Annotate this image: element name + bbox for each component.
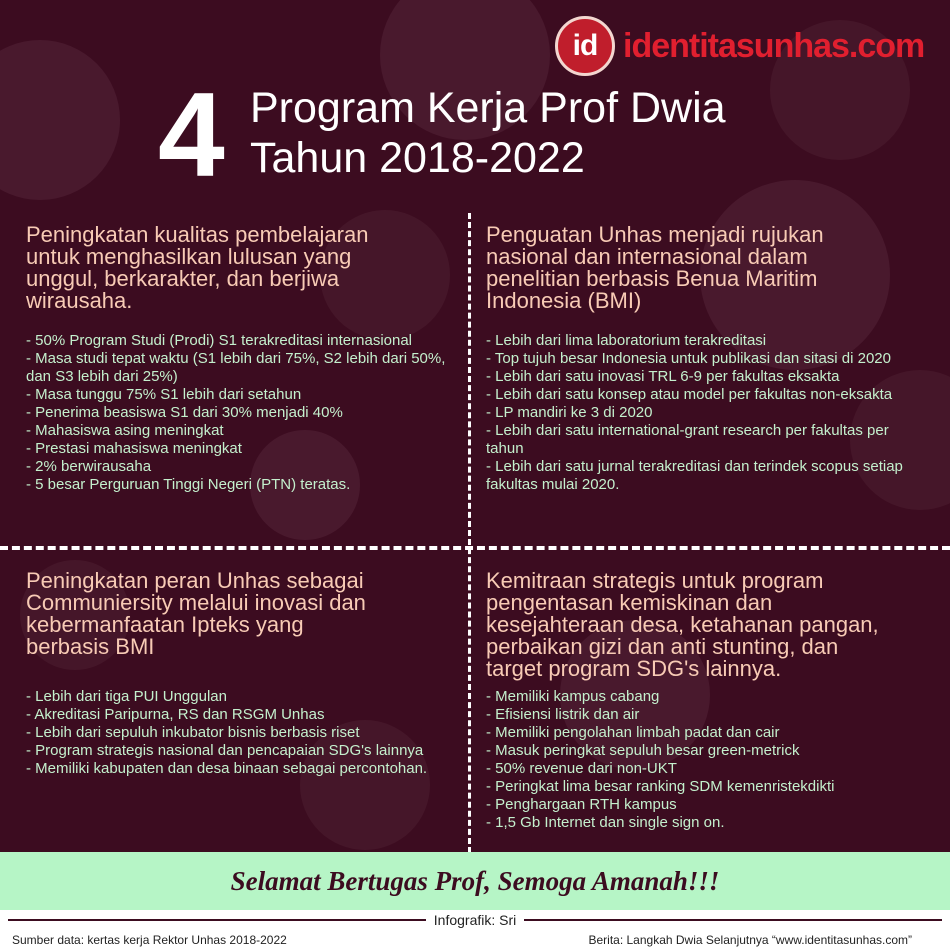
logo-site-name: identitasunhas.com xyxy=(623,26,925,65)
heading-line: penelitian berbasis Benua Maritim xyxy=(486,266,818,291)
vertical-divider xyxy=(468,213,471,853)
list-item: - Memiliki pengolahan limbah padat dan cair xyxy=(486,724,780,741)
closing-message: Selamat Bertugas Prof, Semoga Amanah!!! xyxy=(230,865,720,896)
list-item: - Masuk peringkat sepuluh besar green-metrick xyxy=(486,742,800,759)
list-item: - LP mandiri ke 3 di 2020 xyxy=(486,404,653,421)
list-item: - Lebih dari satu konsep atau model per fakultas non-eksakta xyxy=(486,386,893,403)
divider-line xyxy=(8,919,426,921)
list-item: - 50% Program Studi (Prodi) S1 terakreditasi internasional xyxy=(26,332,413,349)
heading-line: Penguatan Unhas menjadi rujukan xyxy=(486,222,824,247)
list-item: - Lebih dari sepuluh inkubator bisnis berbasis riset xyxy=(26,724,360,741)
list-item: - Penerima beasiswa S1 dari 30% menjadi 40% xyxy=(26,404,343,421)
news-reference: Berita: Langkah Dwia Selanjutnya “www.identitasunhas.com” xyxy=(588,933,912,947)
list-item: - Lebih dari satu jurnal terakreditasi dan terindek scopus setiap fakultas mulai 2020. xyxy=(486,458,903,493)
list-item: - Efisiensi listrik dan air xyxy=(486,706,640,723)
list-item: - Memiliki kampus cabang xyxy=(486,688,660,705)
list-item: - Masa tunggu 75% S1 lebih dari setahun xyxy=(26,386,302,403)
list-item: - Prestasi mahasiswa meningkat xyxy=(26,440,242,457)
headline-line-2: Tahun 2018-2022 xyxy=(250,134,585,182)
headline xyxy=(250,83,726,183)
list-item: - Lebih dari satu international-grant research per fakultas per tahun xyxy=(486,422,889,457)
data-source: Sumber data: kertas kerja Rektor Unhas 2018-2022 xyxy=(12,933,287,947)
heading-line: target program SDG's lainnya. xyxy=(486,656,782,681)
heading-line: berbasis BMI xyxy=(26,634,155,659)
bokeh-circle xyxy=(0,40,120,200)
quadrant-4 xyxy=(486,570,936,832)
list-item: - Memiliki kabupaten dan desa binaan sebagai percontohan. xyxy=(26,760,428,777)
horizontal-divider xyxy=(0,546,950,550)
infografik-credit: Infografik: Sri xyxy=(433,912,517,928)
heading-line: Indonesia (BMI) xyxy=(486,288,642,313)
infografik-row xyxy=(0,910,950,930)
divider-line xyxy=(524,919,942,921)
heading-line: Communiersity melalui inovasi dan xyxy=(26,590,366,615)
list-item: - 2% berwirausaha xyxy=(26,458,152,475)
quadrant-heading xyxy=(486,570,936,680)
list-item: - Top tujuh besar Indonesia untuk publikasi dan sitasi di 2020 xyxy=(486,350,891,367)
list-item: - 5 besar Perguruan Tinggi Negeri (PTN) teratas. xyxy=(26,476,351,493)
quadrant-2 xyxy=(486,224,924,494)
list-item: - 1,5 Gb Internet dan single sign on. xyxy=(486,814,725,831)
quadrant-1 xyxy=(26,224,464,494)
quadrant-3 xyxy=(26,570,464,778)
list-item: - 50% revenue dari non-UKT xyxy=(486,760,677,777)
list-item: - Penghargaan RTH kampus xyxy=(486,796,677,813)
quadrant-heading xyxy=(486,224,924,312)
heading-line: kesejahteraan desa, ketahanan pangan, xyxy=(486,612,879,637)
list-item: - Mahasiswa asing meningkat xyxy=(26,422,224,439)
heading-line: nasional dan internasional dalam xyxy=(486,244,808,269)
list-item: - Lebih dari lima laboratorium terakreditasi xyxy=(486,332,767,349)
logo-badge: id xyxy=(555,16,615,76)
heading-line: untuk menghasilkan lulusan yang xyxy=(26,244,352,269)
list-item: - Lebih dari satu inovasi TRL 6-9 per fakultas eksakta xyxy=(486,368,840,385)
heading-line: Peningkatan peran Unhas sebagai xyxy=(26,568,364,593)
heading-line: perbaikan gizi dan anti stunting, dan xyxy=(486,634,839,659)
list-item: - Akreditasi Paripurna, RS dan RSGM Unhas xyxy=(26,706,325,723)
program-list xyxy=(486,688,936,832)
program-list xyxy=(486,332,924,494)
quadrant-heading xyxy=(26,570,464,658)
heading-line: wirausaha. xyxy=(26,288,133,313)
heading-line: Peningkatan kualitas pembelajaran xyxy=(26,222,369,247)
list-item: - Masa studi tepat waktu (S1 lebih dari 75%, S2 lebih dari 50%, dan S3 lebih dari 25%) xyxy=(26,350,446,385)
headline-line-1: Program Kerja Prof Dwia xyxy=(250,84,726,132)
list-item: - Peringkat lima besar ranking SDM kemenristekdikti xyxy=(486,778,835,795)
quadrant-heading xyxy=(26,224,464,312)
heading-line: Kemitraan strategis untuk program xyxy=(486,568,824,593)
credit-footer xyxy=(0,910,950,950)
list-item: - Lebih dari tiga PUI Unggulan xyxy=(26,688,227,705)
site-logo xyxy=(555,16,924,76)
program-list xyxy=(26,688,464,778)
heading-line: kebermanfaatan Ipteks yang xyxy=(26,612,304,637)
closing-banner xyxy=(0,852,950,910)
list-item: - Program strategis nasional dan pencapaian SDG's lainnya xyxy=(26,742,424,759)
heading-line: unggul, berkarakter, dan berjiwa xyxy=(26,266,340,291)
headline-number: 4 xyxy=(158,68,225,202)
program-list xyxy=(26,332,464,494)
heading-line: pengentasan kemiskinan dan xyxy=(486,590,773,615)
